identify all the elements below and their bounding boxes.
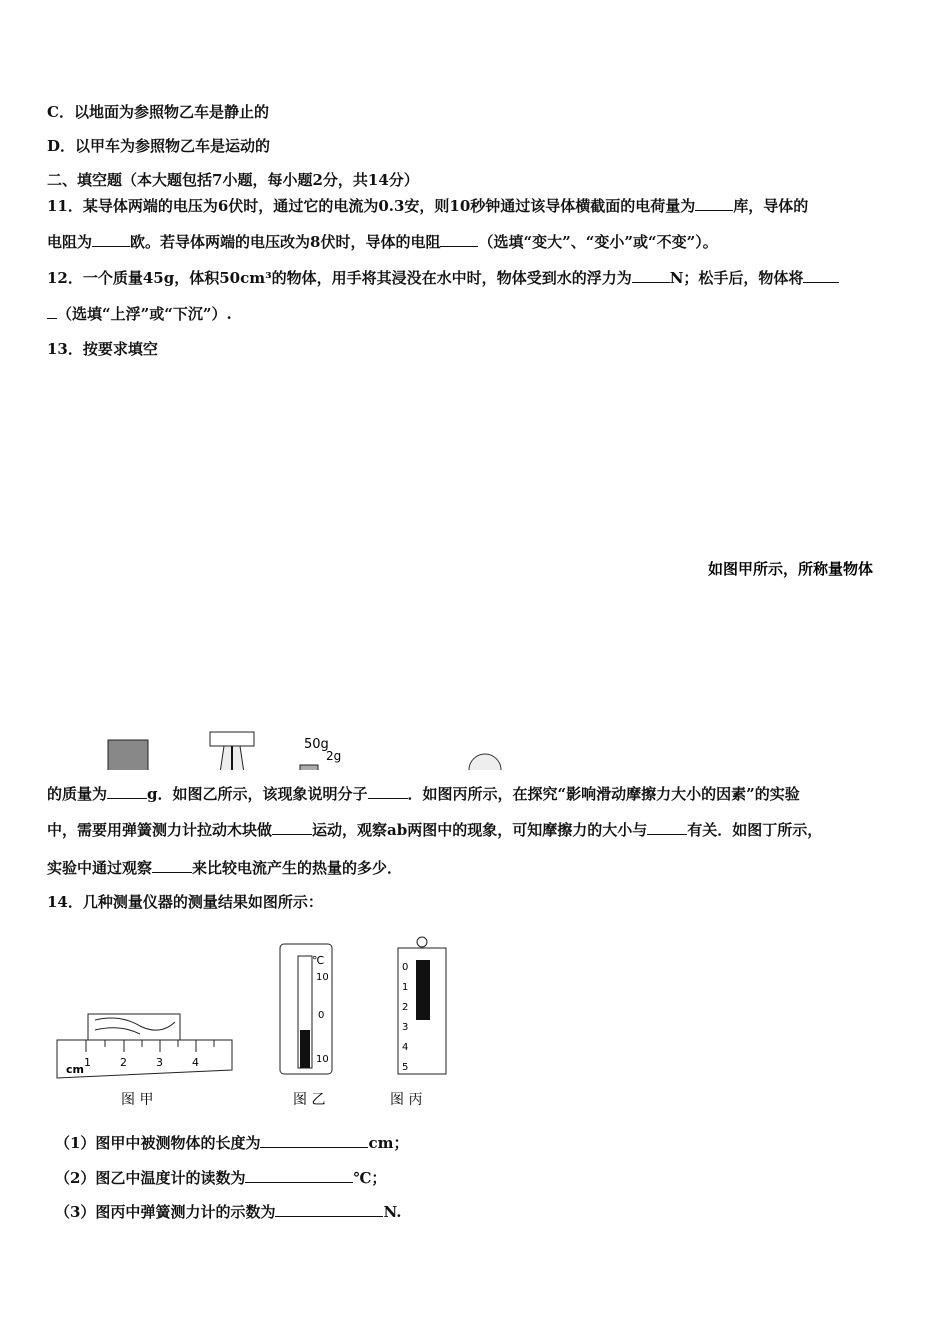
section-2-heading: 二、填空题（本大题包括7小题，每小题2分，共14分） [47,171,419,189]
caption-jia: 图 甲 [121,1092,154,1108]
q13-blank-mass[interactable] [107,784,147,799]
q11-text-b-pre: 电阻为 [47,233,93,251]
question-14-title: 14．几种测量仪器的测量结果如图所示： [47,893,323,911]
q13-blank-factor[interactable] [647,820,687,835]
q12-blank-motion[interactable] [803,268,839,283]
label-2g: 2g [326,749,342,763]
ruler-tick-4: 4 [192,1056,199,1069]
q14-blank-length[interactable] [260,1133,368,1148]
q14-1-end: cm； [368,1134,409,1152]
thermo-tick-bottom: 10 [316,1054,329,1065]
question-13-line-1 [47,784,800,804]
q14-blank-force[interactable] [275,1202,383,1217]
q13-text-c-mid1: g．如图乙所示，该现象说明分子 [147,785,368,803]
figure-13 [0,360,950,770]
question-11-line-2 [47,232,718,252]
question-12-line-1 [47,268,839,288]
thermometer-figure [280,944,332,1108]
q13-blank-heat[interactable] [152,858,192,873]
thermo-tick-top: 10 [316,972,329,983]
spring-tick-1: 1 [402,982,409,993]
option-c: C．以地面为参照物乙车是静止的 [47,103,269,121]
spring-scale-figure [390,937,446,1108]
caption-bing: 图 丙 [390,1092,423,1108]
q11-text-b-end: （选填“变大”、“变小”或“不变”）。 [478,233,718,251]
q12-blank-motion-cont[interactable] [47,304,57,319]
question-13-line-2 [47,820,822,840]
person-head [469,754,501,770]
spring-tick-5: 5 [402,1062,409,1073]
q13-blank-motion[interactable] [272,820,312,835]
weight-50g [300,765,318,770]
weighed-object [108,740,148,770]
ruler-unit: cm [66,1063,84,1076]
question-11-line-1 [47,196,808,216]
question-13-title: 13．按要求填空 [47,340,158,358]
q12-text-a-end: N；松手后，物体将 [669,269,804,287]
q14-sub-2 [55,1168,386,1188]
q11-blank-resistance[interactable] [92,232,130,247]
thermometer-liquid [300,1030,310,1068]
q14-2-end: ℃； [353,1169,387,1187]
q14-3-end: N. [383,1203,402,1221]
balance-figure [84,732,370,770]
measured-object [88,1014,180,1040]
q13-text-e-pre: 实验中通过观察 [47,859,153,877]
q13-blank-molecule[interactable] [368,784,408,799]
q13-text-d-mid: 运动，观察ab两图中的现象，可知摩擦力的大小与 [312,821,648,839]
question-12-line-2 [47,304,232,324]
option-d: D．以甲车为参照物乙车是运动的 [47,137,271,155]
pointer-dial [210,732,254,746]
q13-text-e-end: 来比较电流产生的热量的多少． [192,859,403,877]
ruler-tick-3: 3 [156,1056,163,1069]
q11-text-b-mid: 欧。若导体两端的电压改为8伏时，导体的电阻 [130,233,441,251]
q12-text-a: 12．一个质量45g，体积50cm³的物体，用手将其浸没在水中时，物体受到水的浮力为 [47,269,632,287]
question-13-line-3 [47,858,402,878]
q11-blank-charge[interactable] [695,196,733,211]
q11-blank-change[interactable] [440,232,478,247]
q14-1-pre: （1）图甲中被测物体的长度为 [55,1134,261,1152]
ruler-tick-1: 1 [84,1056,91,1069]
label-50g: 50g [304,737,329,752]
q13-side-text: 如图甲所示，所称量物体 [708,560,874,578]
q13-text-c-pre: 的质量为 [47,785,108,803]
thermo-unit: ℃ [312,954,325,967]
spring-indicator [416,960,430,1020]
q14-blank-temp[interactable] [245,1168,353,1183]
q14-sub-1 [55,1133,408,1153]
q12-blank-buoyancy[interactable] [632,268,670,283]
q11-text-a: 11．某导体两端的电压为6伏时，通过它的电流为0.3安，则10秒钟通过该导体横截面的电荷量为 [47,197,696,215]
ruler-tick-2: 2 [120,1056,127,1069]
spring-tick-3: 3 [402,1022,409,1033]
spring-tick-2: 2 [402,1002,409,1013]
caption-yi: 图 乙 [293,1092,326,1108]
q12-text-b: （选填“上浮”或“下沉”）. [57,305,232,323]
q11-text-a-end: 库，导体的 [733,197,809,215]
q14-2-pre: （2）图乙中温度计的读数为 [55,1169,246,1187]
q14-sub-3 [55,1202,401,1222]
q13-text-c-mid2: ．如图丙所示，在探究“影响滑动摩擦力大小的因素”的实验 [407,785,800,803]
spring-tick-4: 4 [402,1042,409,1053]
q14-3-pre: （3）图丙中弹簧测力计的示数为 [55,1203,276,1221]
q13-text-d-pre: 中，需要用弹簧测力计拉动木块做 [47,821,273,839]
thermo-tick-zero: 0 [318,1010,325,1021]
spring-tick-0: 0 [402,962,409,973]
figure-14 [0,930,950,1115]
ruler-figure [57,1014,232,1108]
smell-figure [392,754,505,770]
q13-text-d-end: 有关．如图丁所示， [687,821,823,839]
